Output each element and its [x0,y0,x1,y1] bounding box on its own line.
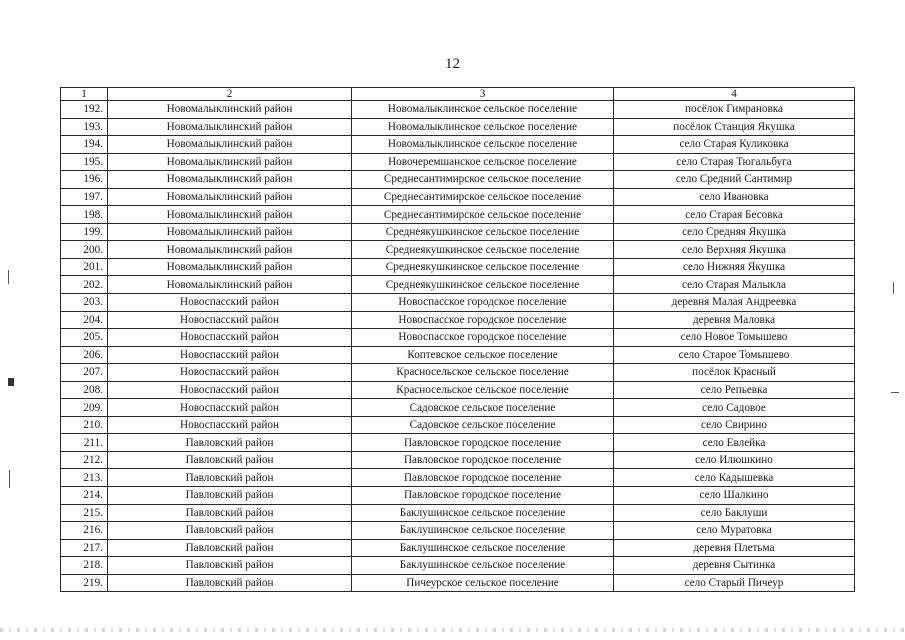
row-number-cell: 200. [61,241,108,259]
row-number-cell: 214. [61,487,108,505]
locality-cell: село Старая Малыкла [614,276,855,294]
locality-cell: село Новое Томышево [614,329,855,347]
locality-cell: село Старое Томышево [614,346,855,364]
district-cell: Павловский район [108,504,352,522]
table-row [61,557,855,575]
scan-artifact [8,378,14,386]
row-number-cell: 209. [61,399,108,417]
district-cell: Павловский район [108,469,352,487]
table-row [61,258,855,276]
row-number-cell: 219. [61,574,108,592]
table-row [61,153,855,171]
row-number-cell: 210. [61,416,108,434]
table-row [61,416,855,434]
settlement-cell: Пичеурское сельское поселение [352,574,614,592]
locality-cell: посёлок Гимрановка [614,101,855,119]
row-number-cell: 217. [61,539,108,557]
scan-artifact [893,282,894,294]
locality-cell: посёлок Станция Якушка [614,118,855,136]
table-row [61,346,855,364]
locality-cell: село Старая Бесовка [614,206,855,224]
district-cell: Новомалыклинский район [108,188,352,206]
locality-cell: село Репьевка [614,381,855,399]
settlement-cell: Среднеякушкинское сельское поселение [352,241,614,259]
locality-cell: село Муратовка [614,522,855,540]
settlement-cell: Павловское городское поселение [352,469,614,487]
scan-artifact [9,470,10,488]
settlement-cell: Среднесантимирское сельское поселение [352,171,614,189]
locality-cell: село Евлейка [614,434,855,452]
row-number-cell: 194. [61,136,108,154]
table-row [61,241,855,259]
table-header-row [61,88,855,101]
settlement-cell: Новоспасское городское поселение [352,329,614,347]
row-number-cell: 195. [61,153,108,171]
settlement-cell: Баклушинское сельское поселение [352,522,614,540]
settlement-cell: Павловское городское поселение [352,487,614,505]
scan-artifact [0,628,905,632]
column-header-4: 4 [614,88,855,101]
row-number-cell: 216. [61,522,108,540]
district-cell: Новоспасский район [108,399,352,417]
locality-cell: село Средний Сантимир [614,171,855,189]
locality-cell: село Илюшкино [614,451,855,469]
table-row [61,101,855,119]
settlement-cell: Среднесантимирское сельское поселение [352,188,614,206]
locality-cell: деревня Плетьма [614,539,855,557]
table-row [61,206,855,224]
row-number-cell: 192. [61,101,108,119]
settlement-cell: Новомалыклинское сельское поселение [352,118,614,136]
row-number-cell: 208. [61,381,108,399]
row-number-cell: 202. [61,276,108,294]
settlement-cell: Садовское сельское поселение [352,399,614,417]
settlement-cell: Среднеякушкинское сельское поселение [352,223,614,241]
settlement-cell: Павловское городское поселение [352,434,614,452]
table-row [61,294,855,312]
locality-cell: село Свирино [614,416,855,434]
settlements-table [60,87,855,592]
settlement-cell: Коптевское сельское поселение [352,346,614,364]
district-cell: Новомалыклинский район [108,276,352,294]
settlement-cell: Среднесантимирское сельское поселение [352,206,614,224]
table-row [61,381,855,399]
district-cell: Павловский район [108,557,352,575]
district-cell: Новомалыклинский район [108,241,352,259]
column-header-2: 2 [108,88,352,101]
district-cell: Новомалыклинский район [108,171,352,189]
district-cell: Павловский район [108,487,352,505]
settlement-cell: Новоспасское городское поселение [352,311,614,329]
district-cell: Новоспасский район [108,294,352,312]
district-cell: Павловский район [108,434,352,452]
settlement-cell: Новомалыклинское сельское поселение [352,101,614,119]
locality-cell: посёлок Красный [614,364,855,382]
settlement-cell: Красносельское сельское поселение [352,364,614,382]
settlement-cell: Новомалыклинское сельское поселение [352,136,614,154]
locality-cell: село Кадышевка [614,469,855,487]
district-cell: Новомалыклинский район [108,258,352,276]
row-number-cell: 193. [61,118,108,136]
table-row [61,118,855,136]
settlement-cell: Баклушинское сельское поселение [352,504,614,522]
locality-cell: село Старая Тюгальбуга [614,153,855,171]
table-row [61,539,855,557]
locality-cell: село Шалкино [614,487,855,505]
table-row [61,188,855,206]
page-number: 12 [445,56,460,72]
district-cell: Новомалыклинский район [108,136,352,154]
row-number-cell: 203. [61,294,108,312]
district-cell: Павловский район [108,451,352,469]
district-cell: Новомалыклинский район [108,101,352,119]
locality-cell: деревня Сытинка [614,557,855,575]
row-number-cell: 205. [61,329,108,347]
district-cell: Павловский район [108,574,352,592]
column-header-1: 1 [61,88,108,101]
table-row [61,522,855,540]
district-cell: Павловский район [108,522,352,540]
row-number-cell: 212. [61,451,108,469]
district-cell: Новомалыклинский район [108,118,352,136]
table-row [61,136,855,154]
table-row [61,329,855,347]
row-number-cell: 218. [61,557,108,575]
locality-cell: село Нижняя Якушка [614,258,855,276]
settlement-cell: Садовское сельское поселение [352,416,614,434]
row-number-cell: 213. [61,469,108,487]
table-row [61,434,855,452]
settlement-cell: Среднеякушкинское сельское поселение [352,276,614,294]
table-row [61,487,855,505]
scan-artifact [8,270,9,284]
column-header-3: 3 [352,88,614,101]
table-row [61,574,855,592]
table-row [61,451,855,469]
table-row [61,504,855,522]
locality-cell: село Верхняя Якушка [614,241,855,259]
locality-cell: село Баклуши [614,504,855,522]
district-cell: Новоспасский район [108,381,352,399]
district-cell: Новоспасский район [108,311,352,329]
district-cell: Новомалыклинский район [108,153,352,171]
row-number-cell: 199. [61,223,108,241]
district-cell: Новомалыклинский район [108,206,352,224]
settlement-cell: Среднеякушкинское сельское поселение [352,258,614,276]
district-cell: Новоспасский район [108,364,352,382]
locality-cell: село Старый Пичеур [614,574,855,592]
row-number-cell: 196. [61,171,108,189]
row-number-cell: 204. [61,311,108,329]
locality-cell: село Садовое [614,399,855,417]
district-cell: Новомалыклинский район [108,223,352,241]
district-cell: Новоспасский район [108,329,352,347]
row-number-cell: 215. [61,504,108,522]
settlement-cell: Новоспасское городское поселение [352,294,614,312]
row-number-cell: 201. [61,258,108,276]
row-number-cell: 206. [61,346,108,364]
settlement-cell: Павловское городское поселение [352,451,614,469]
table-row [61,171,855,189]
table-body [61,101,855,592]
settlement-cell: Новочеремшанское сельское поселение [352,153,614,171]
settlement-cell: Баклушинское сельское поселение [352,539,614,557]
district-cell: Новоспасский район [108,416,352,434]
settlement-cell: Красносельское сельское поселение [352,381,614,399]
locality-cell: село Средняя Якушка [614,223,855,241]
row-number-cell: 211. [61,434,108,452]
table-row [61,469,855,487]
table-row [61,223,855,241]
table-row [61,276,855,294]
row-number-cell: 198. [61,206,108,224]
locality-cell: село Ивановка [614,188,855,206]
table-row [61,311,855,329]
row-number-cell: 197. [61,188,108,206]
scan-artifact [891,392,899,393]
locality-cell: деревня Маловка [614,311,855,329]
settlement-cell: Баклушинское сельское поселение [352,557,614,575]
table-row [61,399,855,417]
district-cell: Павловский район [108,539,352,557]
locality-cell: деревня Малая Андреевка [614,294,855,312]
locality-cell: село Старая Куликовка [614,136,855,154]
table-row [61,364,855,382]
row-number-cell: 207. [61,364,108,382]
district-cell: Новоспасский район [108,346,352,364]
